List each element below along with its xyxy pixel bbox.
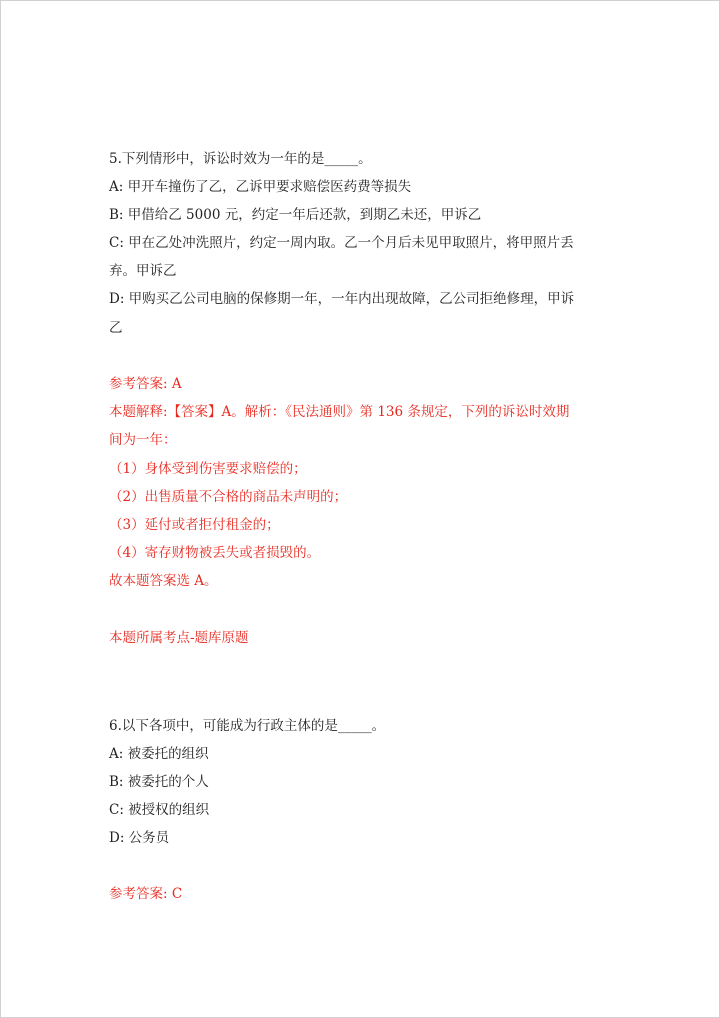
- explanation-item-4: （4）寄存财物被丢失或者损毁的。: [109, 545, 321, 561]
- question-5-explanation-line2: 间为一年：: [109, 432, 177, 448]
- question-5-stem: 5.下列情形中，诉讼时效为一年的是_____。: [109, 151, 372, 167]
- question-6-option-a: A: 被委托的组织: [109, 746, 209, 762]
- explanation-item-2: （2）出售质量不合格的商品未声明的；: [109, 489, 348, 505]
- question-5-option-d-line1: D: 甲购买乙公司电脑的保修期一年，一年内出现故障，乙公司拒绝修理，甲诉: [109, 291, 575, 307]
- question-5-option-a: A: 甲开车撞伤了乙，乙诉甲要求赔偿医药费等损失: [109, 179, 412, 195]
- question-5-option-b: B: 甲借给乙 5000 元，约定一年后还款，到期乙未还，甲诉乙: [109, 207, 482, 223]
- question-6-option-d: D: 公务员: [109, 830, 170, 846]
- question-5-option-d-line2: 乙: [109, 320, 123, 336]
- question-5-option-c-line1: C: 甲在乙处冲洗照片，约定一周内取。乙一个月后未见甲取照片，将甲照片丢: [109, 235, 574, 251]
- question-6-answer: 参考答案: C: [109, 886, 183, 902]
- question-5-conclusion: 故本题答案选 A。: [109, 573, 218, 589]
- explanation-item-3: （3）延付或者拒付租金的；: [109, 517, 280, 533]
- question-5-option-c-line2: 弃。甲诉乙: [109, 263, 177, 279]
- question-6-option-c: C: 被授权的组织: [109, 802, 210, 818]
- explanation-item-1: （1）身体受到伤害要求赔偿的；: [109, 461, 307, 477]
- question-6-option-b: B: 被委托的个人: [109, 774, 209, 790]
- question-5-source: 本题所属考点-题库原题: [109, 630, 249, 646]
- question-6-stem: 6.以下各项中，可能成为行政主体的是_____。: [109, 718, 386, 734]
- question-5-answer: 参考答案: A: [109, 376, 182, 392]
- question-5-explanation-line1: 本题解释:【答案】A。解析：《民法通则》第 136 条规定，下列的诉讼时效期: [109, 404, 570, 420]
